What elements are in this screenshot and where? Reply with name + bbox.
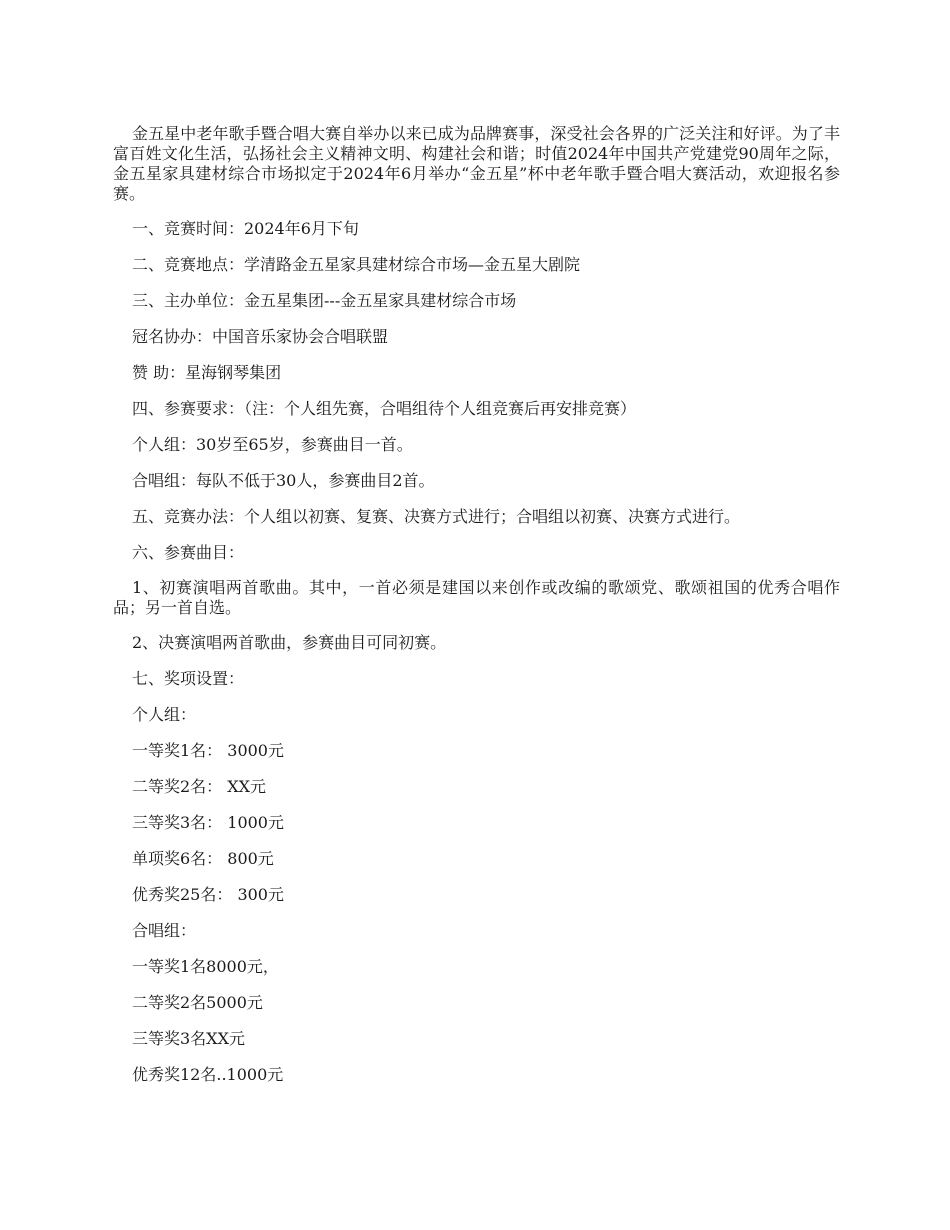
- award-choir-third: 三等奖3名XX元: [132, 1029, 245, 1048]
- requirement-choir: 合唱组：每队不低于30人，参赛曲目2首。: [132, 471, 435, 490]
- award-individual-second: 二等奖2名： XX元: [132, 777, 267, 796]
- section-method: 五、竞赛办法：个人组以初赛、复赛、决赛方式进行；合唱组以初赛、决赛方式进行。: [132, 507, 741, 526]
- awards-choir-heading: 合唱组：: [132, 921, 197, 940]
- award-individual-first: 一等奖1名： 3000元: [132, 741, 284, 760]
- award-choir-excellence: 优秀奖12名..1000元: [132, 1065, 284, 1084]
- award-choir-first: 一等奖1名8000元，: [132, 957, 279, 976]
- document-page: [113, 124, 840, 1100]
- section-awards: 七、奖项设置：: [132, 669, 245, 688]
- section-requirements: 四、参赛要求：（注：个人组先赛，合唱组待个人组竞赛后再安排竞赛）: [132, 399, 637, 418]
- section-organizer: 三、主办单位：金五星集团---金五星家具建材综合市场: [132, 291, 517, 310]
- award-individual-single: 单项奖6名： 800元: [132, 849, 274, 868]
- sponsor: 赞 助：星海钢琴集团: [132, 363, 282, 382]
- section-location: 二、竞赛地点：学清路金五星家具建材综合市场—金五星大剧院: [132, 255, 581, 274]
- awards-individual-heading: 个人组：: [132, 705, 197, 724]
- co-organizer: 冠名协办：中国音乐家协会合唱联盟: [132, 327, 389, 346]
- award-individual-third: 三等奖3名： 1000元: [132, 813, 284, 832]
- section-songs: 六、参赛曲目：: [132, 543, 245, 562]
- award-individual-excellence: 优秀奖25名： 300元: [132, 885, 284, 904]
- intro-paragraph: 金五星中老年歌手暨合唱大赛自举办以来已成为品牌赛事，深受社会各界的广泛关注和好评。为了丰富百姓文化生活，弘扬社会主义精神文明、构建社会和谐；时值2024年中国共产党建党90周年之际，金五星家具建材综合市场拟定于2024年6月举办“金五星”杯中老年歌手暨合唱大赛活动，欢迎报名参赛。: [113, 124, 840, 203]
- songs-final: 2、决赛演唱两首歌曲，参赛曲目可同初赛。: [132, 633, 447, 652]
- songs-preliminary: 1、初赛演唱两首歌曲。其中，一首必须是建国以来创作或改编的歌颂党、歌颂祖国的优秀合唱作品；另一首自选。: [113, 578, 840, 617]
- award-choir-second: 二等奖2名5000元: [132, 993, 263, 1012]
- section-time: 一、竞赛时间：2024年6月下旬: [132, 219, 359, 238]
- requirement-individual: 个人组：30岁至65岁，参赛曲目一首。: [132, 435, 413, 454]
